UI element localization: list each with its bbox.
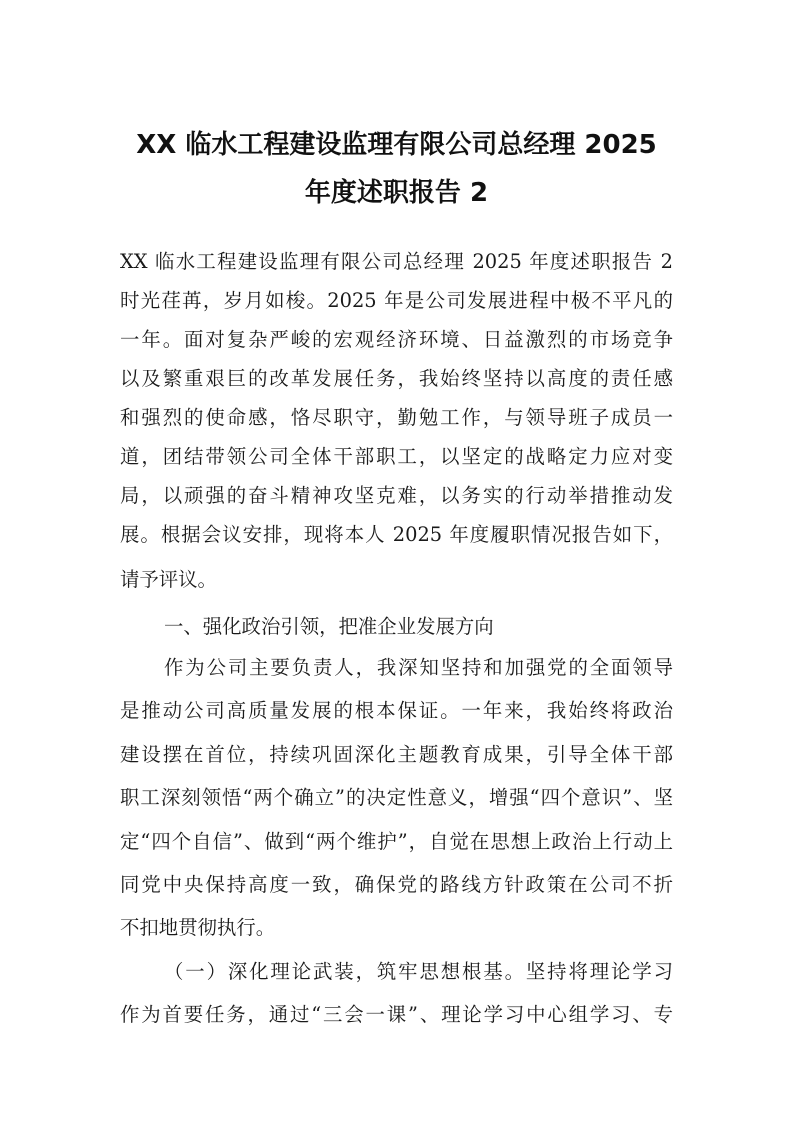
body-line: 同党中央保持高度一致，确保党的路线方针政策在公司不折 xyxy=(120,873,673,896)
body-line: 定“四个自信”、做到“两个维护”，自觉在思想上政治上行动上 xyxy=(120,830,673,853)
body-line: 不扣地贯彻执行。 xyxy=(120,916,276,939)
body-line: 作为公司主要负责人，我深知坚持和加强党的全面领导 xyxy=(164,656,673,679)
document-title-line-1: XX 临水工程建设监理有限公司总经理 2025 xyxy=(136,130,657,160)
body-line: 局，以顽强的奋斗精神攻坚克难，以务实的行动举措推动发 xyxy=(120,484,673,507)
body-line: XX 临水工程建设监理有限公司总经理 2025 年度述职报告 2 xyxy=(120,250,673,273)
body-line: 时光荏苒，岁月如梭。2025 年是公司发展进程中极不平凡的 xyxy=(120,289,673,312)
section-heading: 一、强化政治引领，把准企业发展方向 xyxy=(164,615,494,638)
body-line: 以及繁重艰巨的改革发展任务，我始终坚持以高度的责任感 xyxy=(120,367,673,390)
body-line: 请予评议。 xyxy=(120,568,217,591)
body-line: 作为首要任务，通过“三会一课”、理论学习中心组学习、专 xyxy=(120,1003,673,1026)
body-line: 建设摆在首位，持续巩固深化主题教育成果，引导全体干部 xyxy=(120,743,673,766)
body-line: 职工深刻领悟“两个确立”的决定性意义，增强“四个意识”、坚 xyxy=(120,786,673,809)
body-line: 是推动公司高质量发展的根本保证。一年来，我始终将政治 xyxy=(120,699,673,722)
body-line: 和强烈的使命感，恪尽职守，勤勉工作，与领导班子成员一 xyxy=(120,406,673,429)
document-title-line-2: 年度述职报告 2 xyxy=(304,178,489,208)
body-line: 展。根据会议安排，现将本人 2025 年度履职情况报告如下， xyxy=(120,523,673,546)
body-line: 道，团结带领公司全体干部职工，以坚定的战略定力应对变 xyxy=(120,445,673,468)
body-line: （一）深化理论武装，筑牢思想根基。坚持将理论学习 xyxy=(164,960,673,983)
body-line: 一年。面对复杂严峻的宏观经济环境、日益激烈的市场竞争 xyxy=(120,328,673,351)
